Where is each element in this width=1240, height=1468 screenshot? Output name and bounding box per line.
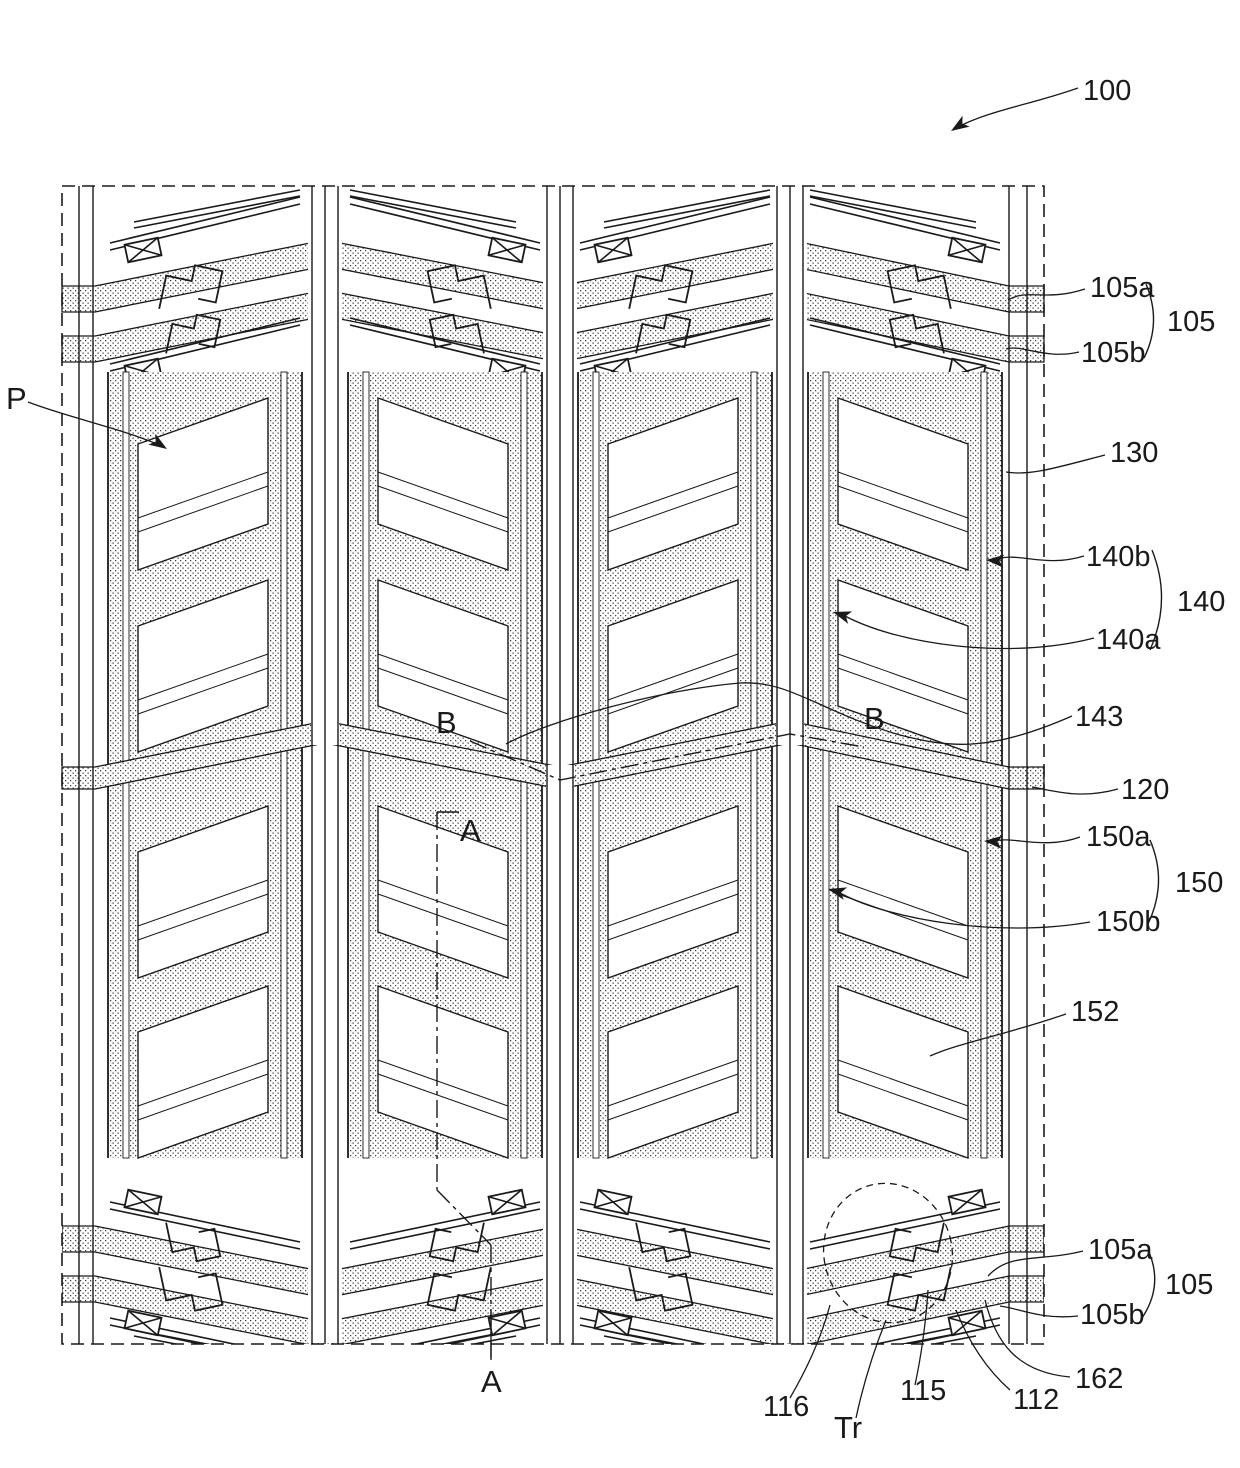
leader-140b [997, 556, 1084, 561]
ref-label-143: 143 [1075, 701, 1124, 733]
ref-label-105-bottom: 105 [1165, 1269, 1214, 1301]
ref-label-p: P [6, 381, 27, 416]
ref-label-105b-bottom: 105b [1080, 1299, 1145, 1331]
ref-label-116: 116 [763, 1391, 810, 1423]
ref-label-150: 150 [1175, 867, 1224, 899]
via-x-box [125, 238, 162, 263]
ref-label-130: 130 [1110, 437, 1159, 469]
ref-label-105b-top: 105b [1081, 337, 1146, 369]
ref-label-100: 100 [1083, 75, 1132, 107]
ref-label-115: 115 [900, 1375, 947, 1407]
via-x-box [949, 238, 986, 263]
via-x-box [595, 238, 632, 263]
leader-100 [956, 88, 1078, 128]
ref-label-a-top: A [460, 813, 481, 848]
via-x-box [595, 1190, 632, 1215]
leader-105b-bottom [1000, 1306, 1078, 1317]
ref-label-112: 112 [1013, 1384, 1060, 1416]
via-x-box [125, 1190, 162, 1215]
ref-label-a-bottom: A [481, 1364, 502, 1399]
ref-label-150b: 150b [1096, 906, 1161, 938]
via-x-box [949, 1190, 986, 1215]
ref-label-b-right: B [864, 701, 885, 736]
via-x-box [489, 238, 526, 263]
leader-130 [1006, 455, 1105, 473]
ref-label-b-left: B [436, 705, 457, 740]
ref-label-150a: 150a [1086, 821, 1151, 853]
ref-label-140: 140 [1177, 586, 1226, 618]
ref-label-120: 120 [1121, 774, 1170, 806]
ref-label-tr: Tr [834, 1410, 863, 1445]
ref-label-105a-top: 105a [1090, 272, 1155, 304]
ref-label-140b: 140b [1086, 541, 1151, 573]
ref-label-105a-bottom: 105a [1088, 1234, 1153, 1266]
ref-label-162: 162 [1075, 1363, 1124, 1395]
via-x-box [489, 1190, 526, 1215]
leader-105a-bottom [988, 1251, 1083, 1276]
ref-label-152: 152 [1071, 996, 1120, 1028]
leader-120 [1032, 787, 1118, 794]
leader-tr [856, 1320, 886, 1418]
leader-150a [995, 837, 1080, 843]
arrow-100 [947, 116, 969, 137]
ref-label-105-top: 105 [1167, 306, 1216, 338]
via-x-box [949, 1311, 986, 1336]
ref-label-140a: 140a [1096, 624, 1161, 656]
